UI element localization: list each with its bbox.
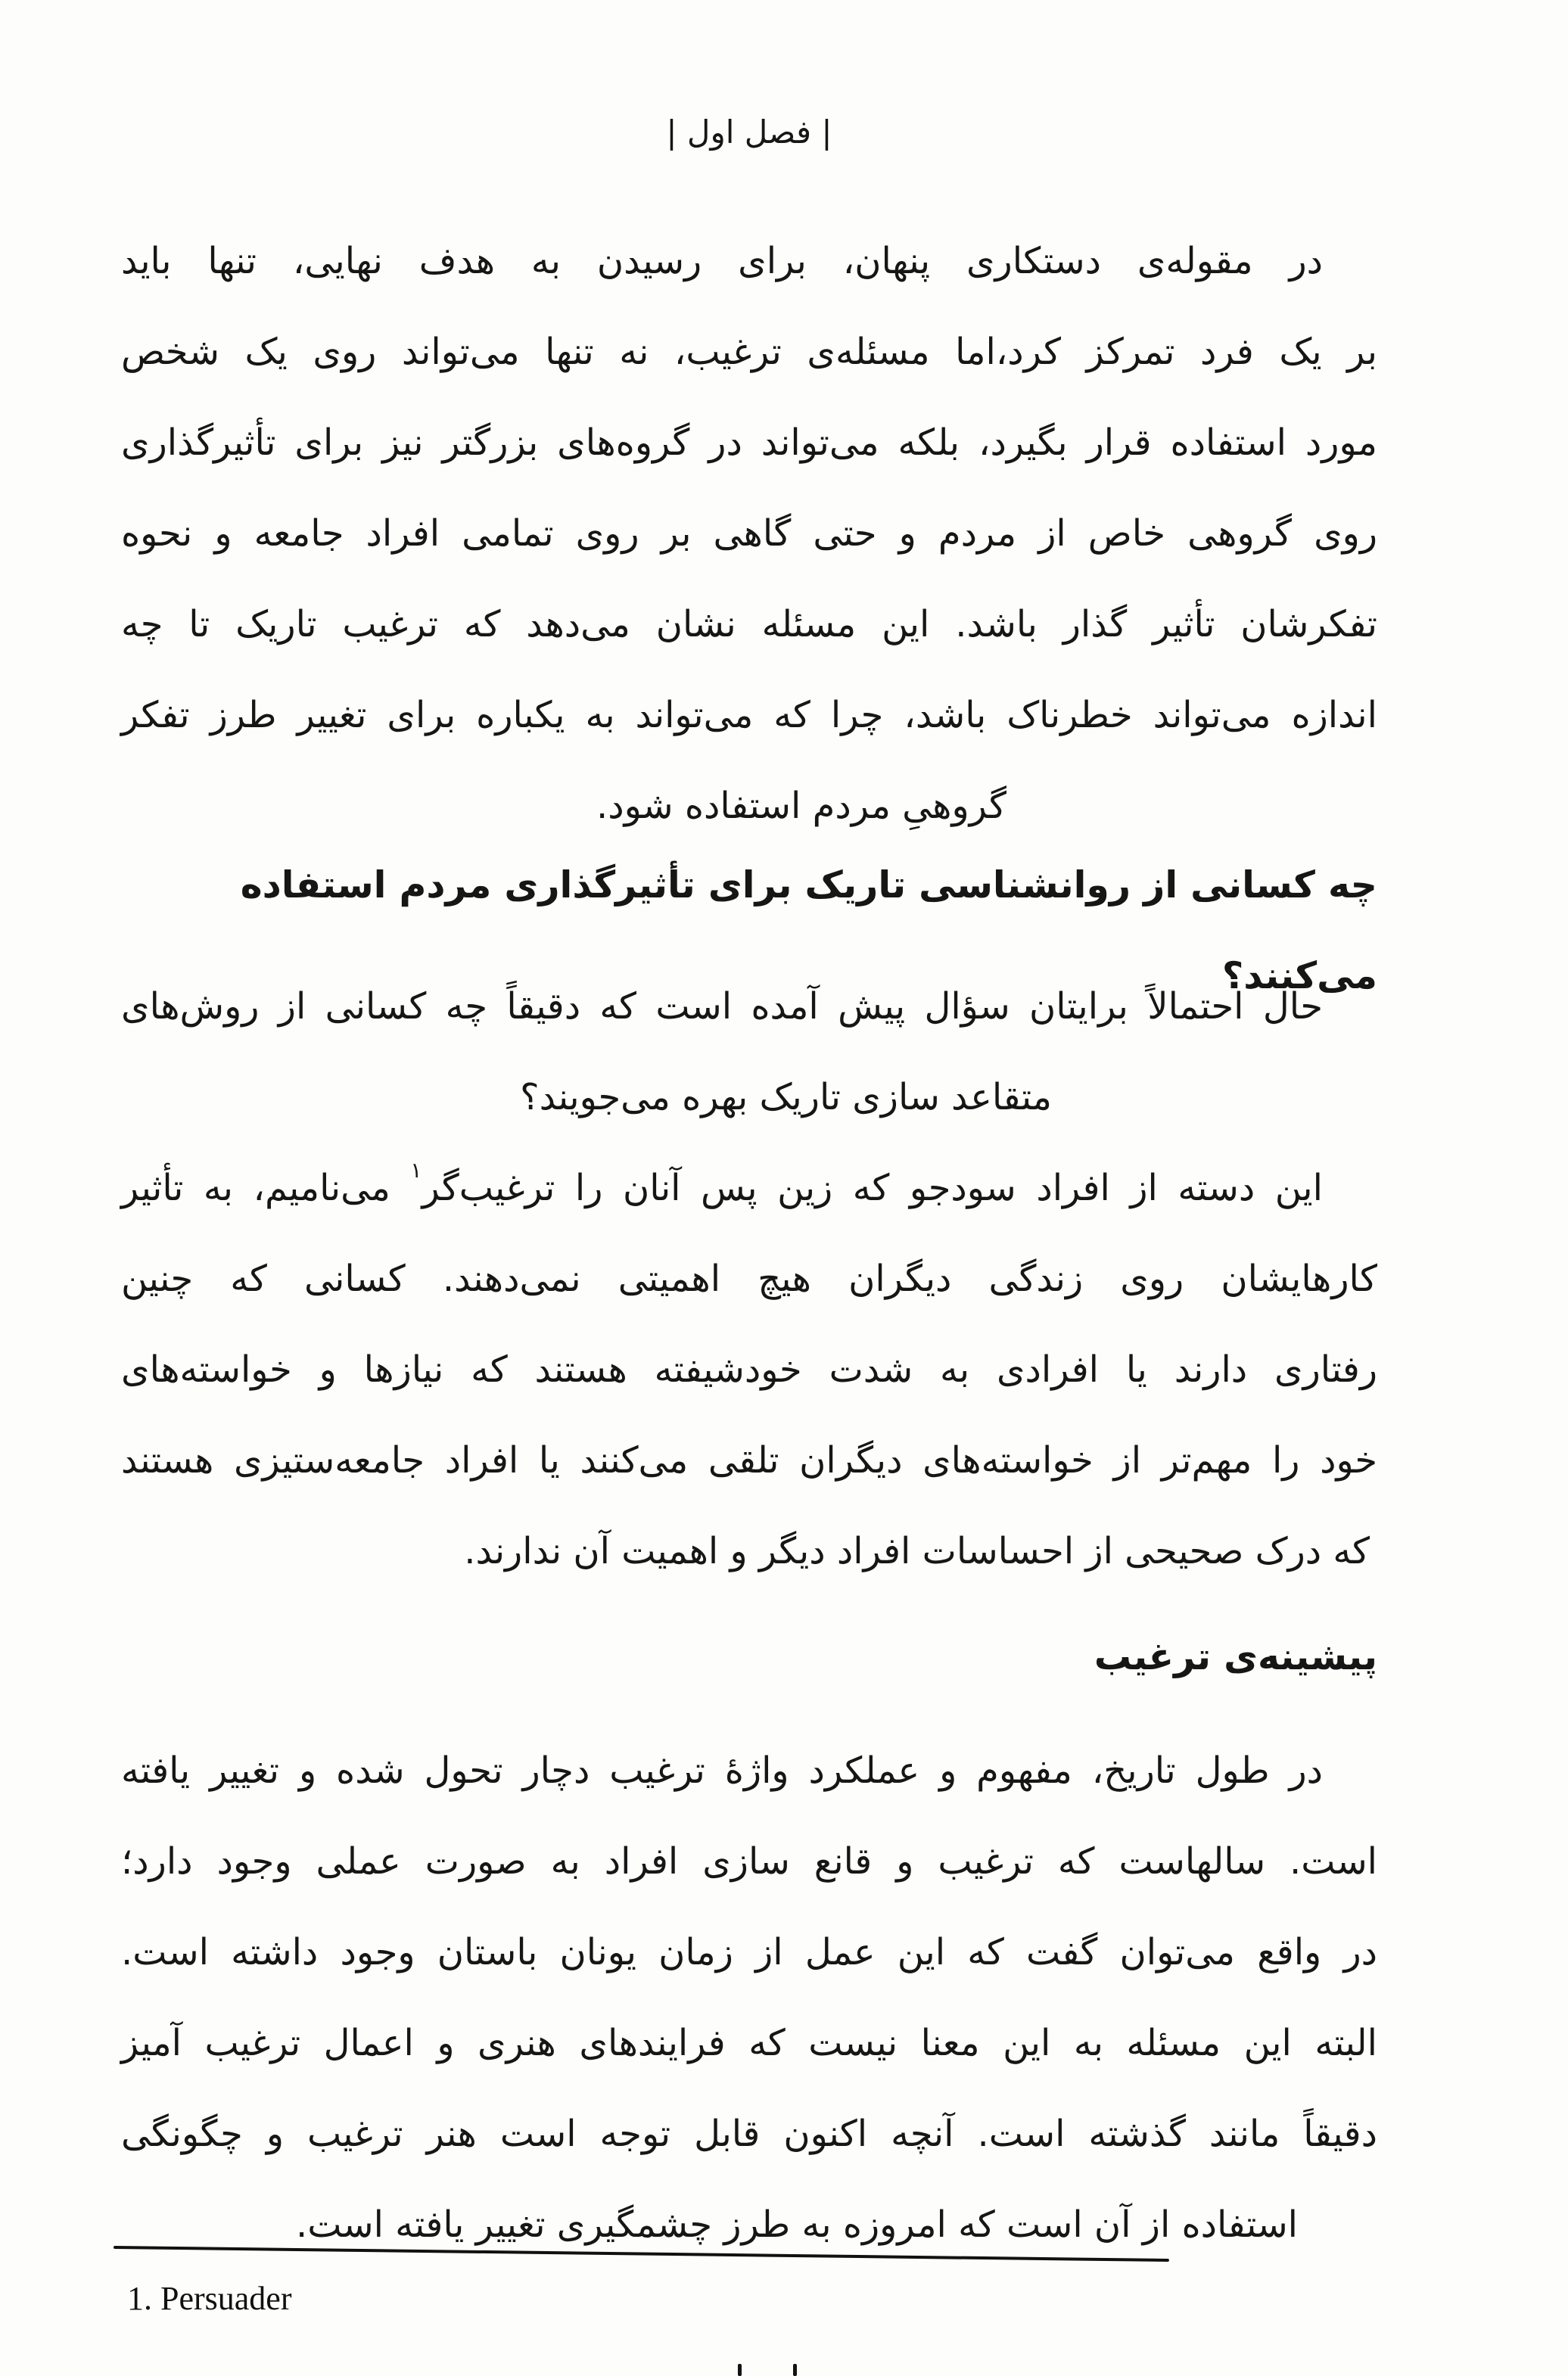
body-line-text: این دسته از افراد سودجو که زین پس آنان را ترغیب‌گر [422, 1167, 1324, 1209]
body-line: رفتاری دارند یا افرادی به شدت خودشیفته هستند که نیازها و خواسته‌های [121, 1348, 1377, 1391]
body-line: استفاده از آن است که امروزه به طرز چشمگیری تغییر یافته است. [295, 2203, 1298, 2246]
body-line: البته این مسئله به این معنا نیست که فرایندهای هنری و اعمال ترغیب آمیز [121, 2022, 1377, 2064]
body-line: اندازه می‌تواند خطرناک باشد، چرا که می‌تواند به یکباره برای تغییر طرز تفکر [121, 694, 1377, 736]
body-line [121, 1143, 1377, 1233]
page-bottom-artifact [793, 2364, 797, 2376]
body-line: بر یک فرد تمرکز کرد،اما مسئله‌ی ترغیب، نه تنها می‌تواند روی یک شخص [121, 331, 1377, 373]
body-line: متقاعد سازی تاریک بهره می‌جویند؟ [520, 1076, 1052, 1118]
body-line: مورد استفاده قرار بگیرد، بلکه می‌تواند در گروه‌های بزرگتر نیز برای تأثیرگذاری [121, 421, 1377, 464]
body-line: حال احتمالاً برایتان سؤال پیش آمده است که دقیقاً چه کسانی از روش‌های [121, 985, 1323, 1028]
page-bottom-artifact [738, 2364, 742, 2376]
section-heading: پیشینه‌ی ترغیب [1094, 1635, 1377, 1678]
footnote-marker: ۱ [410, 1158, 422, 1183]
footnote: 1. Persuader [127, 2280, 292, 2317]
body-line-text: می‌نامیم، به تأثیر [121, 1167, 411, 1209]
body-line: گروهیِ مردم استفاده شود. [596, 785, 1006, 827]
chapter-header: | فصل اول | [666, 114, 832, 151]
body-line: تفکرشان تأثیر گذار باشد. این مسئله نشان می‌دهد که ترغیب تاریک تا چه [121, 603, 1377, 645]
body-line: کارهایشان روی زندگی دیگران هیچ اهمیتی نمی‌دهند. کسانی که چنین [121, 1258, 1377, 1300]
body-line: در مقوله‌ی دستکاری پنهان، برای رسیدن به هدف نهایی، تنها باید [121, 240, 1323, 282]
body-line: روی گروهی خاص از مردم و حتی گاهی بر روی تمامی افراد جامعه و نحوه [121, 512, 1377, 555]
section-heading: چه کسانی از روانشناسی تاریک برای تأثیرگذاری مردم استفاده می‌کنند؟ [240, 863, 1377, 997]
body-line: است. سالهاست که ترغیب و قانع سازی افراد به صورت عملی وجود دارد؛ [121, 1840, 1377, 1883]
body-line: در طول تاریخ، مفهوم و عملکرد واژهٔ ترغیب دچار تحول شده و تغییر یافته [121, 1749, 1323, 1792]
body-line: در واقع می‌توان گفت که این عمل از زمان یونان باستان وجود داشته است. [121, 1931, 1377, 1973]
body-line: خود را مهم‌تر از خواسته‌های دیگران تلقی می‌کنند یا افراد جامعه‌ستیزی هستند [121, 1439, 1377, 1482]
body-line: که درک صحیحی از احساسات افراد دیگر و اهمیت آن ندارند. [464, 1530, 1370, 1572]
body-line: دقیقاً مانند گذشته است. آنچه اکنون قابل توجه است هنر ترغیب و چگونگی [121, 2113, 1377, 2155]
